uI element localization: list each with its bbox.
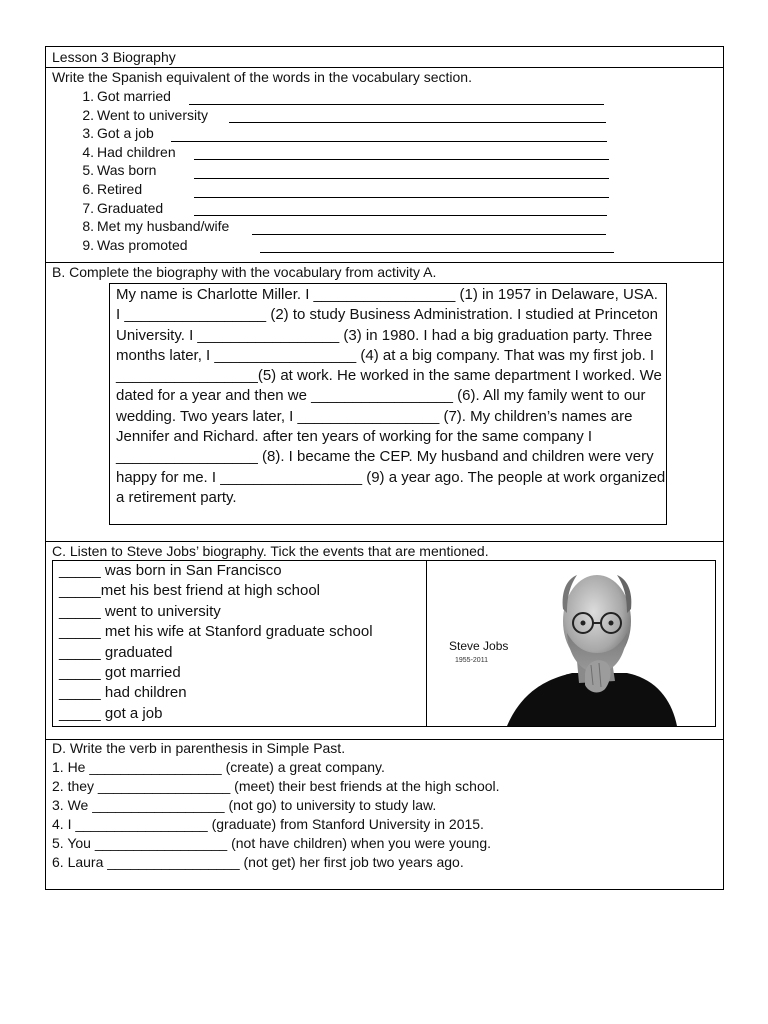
vocabulary-item (46, 107, 723, 126)
event-item[interactable]: _____ met his wife at Stanford graduate school (59, 623, 373, 641)
lesson-title: Lesson 3 Biography (46, 47, 723, 68)
vocabulary-item (46, 125, 723, 144)
item-number: 6. (82, 180, 94, 197)
biography-text: My name is Charlotte Miller. I _________________ (1) in 1957 in Delaware, USA. I _________________ (2) to study Business Administration. I studied at Princeton University. I _________________ (3) in 1980. I had a big graduation party. Three months later, I _________________ (4) at a big company. That was my first job. I _________________(5) at work. He worked in the same department I worked. We dated for a year and then we _________________ (6). All my family went to our wedding. Two years later, I _________________ (7). My children’s names are Jennifer and Richard. after ten years of working for the same company I _________________ (8). I became the CEP. My husband and children were very happy for me. I _________________ (9) a year ago. The people at work organized a retirement party. (116, 286, 666, 506)
exercise-item[interactable]: 6. Laura _________________ (not get) her first job two years ago. (52, 854, 464, 870)
item-number: 5. (82, 162, 94, 179)
listening-box (52, 560, 716, 727)
event-item[interactable]: _____ went to university (59, 602, 221, 620)
answer-line[interactable] (194, 215, 607, 216)
exercise-list (52, 758, 500, 872)
item-number: 7. (82, 199, 94, 216)
item-label: Got married (97, 88, 171, 104)
vocabulary-item (46, 181, 723, 200)
item-label: Was promoted (97, 236, 188, 253)
answer-line[interactable] (194, 159, 609, 160)
worksheet (45, 46, 724, 890)
exercise-item[interactable]: 2. they _________________ (meet) their best friends at the high school. (52, 778, 500, 794)
vocabulary-list (46, 88, 723, 255)
item-label: Retired (97, 180, 143, 197)
answer-line[interactable] (189, 104, 604, 105)
event-item[interactable]: _____ got married (59, 663, 181, 681)
event-item[interactable]: _____ graduated (59, 643, 173, 661)
item-number: 2. (82, 106, 94, 123)
vocabulary-item (46, 162, 723, 181)
answer-line[interactable] (194, 178, 609, 179)
item-label: Got a job (97, 125, 154, 142)
exercise-item[interactable]: 3. We _________________ (not go) to university to study law. (52, 797, 437, 813)
portrait-caption-name: Steve Jobs (449, 639, 509, 653)
answer-line[interactable] (260, 252, 614, 253)
item-number: 8. (82, 218, 94, 235)
item-number: 1. (82, 88, 94, 104)
item-label: Graduated (97, 199, 164, 216)
event-item[interactable]: _____ had children (59, 684, 187, 702)
vocabulary-item (46, 218, 723, 237)
item-label: Went to university (97, 106, 209, 123)
item-number: 9. (82, 236, 94, 253)
event-item[interactable]: _____met his best friend at high school (59, 582, 320, 600)
section-a-instruction: Write the Spanish equivalent of the words in the vocabulary section. (52, 69, 472, 85)
answer-line[interactable] (229, 122, 606, 123)
section-c-instruction: C. Listen to Steve Jobs’ biography. Tick the events that are mentioned. (52, 543, 489, 559)
portrait-caption-years: 1955-2011 (455, 657, 488, 664)
event-item[interactable]: _____ got a job (59, 704, 163, 722)
section-a (46, 68, 723, 263)
section-b (46, 263, 723, 542)
exercise-item[interactable]: 4. I _________________ (graduate) from Stanford University in 2015. (52, 816, 484, 832)
event-list (53, 561, 427, 726)
vocabulary-item (46, 88, 723, 107)
exercise-item[interactable]: 1. He _________________ (create) a great company. (52, 759, 385, 775)
exercise-item[interactable]: 5. You _________________ (not have children) when you were young. (52, 835, 492, 851)
section-d-instruction: D. Write the verb in parenthesis in Simple Past. (52, 740, 346, 756)
portrait-image (427, 561, 715, 726)
event-item[interactable]: _____ was born in San Francisco (59, 562, 282, 579)
answer-line[interactable] (171, 141, 607, 142)
section-c (46, 542, 723, 740)
section-d (46, 740, 723, 889)
item-label: Met my husband/wife (97, 218, 230, 235)
biography-box (109, 283, 667, 525)
item-number: 4. (82, 143, 94, 160)
portrait-photo (427, 561, 715, 726)
item-label: Had children (97, 143, 176, 160)
item-number: 3. (82, 125, 94, 142)
item-label: Was born (97, 162, 157, 179)
vocabulary-item (46, 144, 723, 163)
answer-line[interactable] (194, 197, 609, 198)
vocabulary-item (46, 200, 723, 219)
answer-line[interactable] (252, 234, 606, 235)
vocabulary-item (46, 237, 723, 256)
section-b-instruction: B. Complete the biography with the vocabulary from activity A. (52, 264, 437, 280)
